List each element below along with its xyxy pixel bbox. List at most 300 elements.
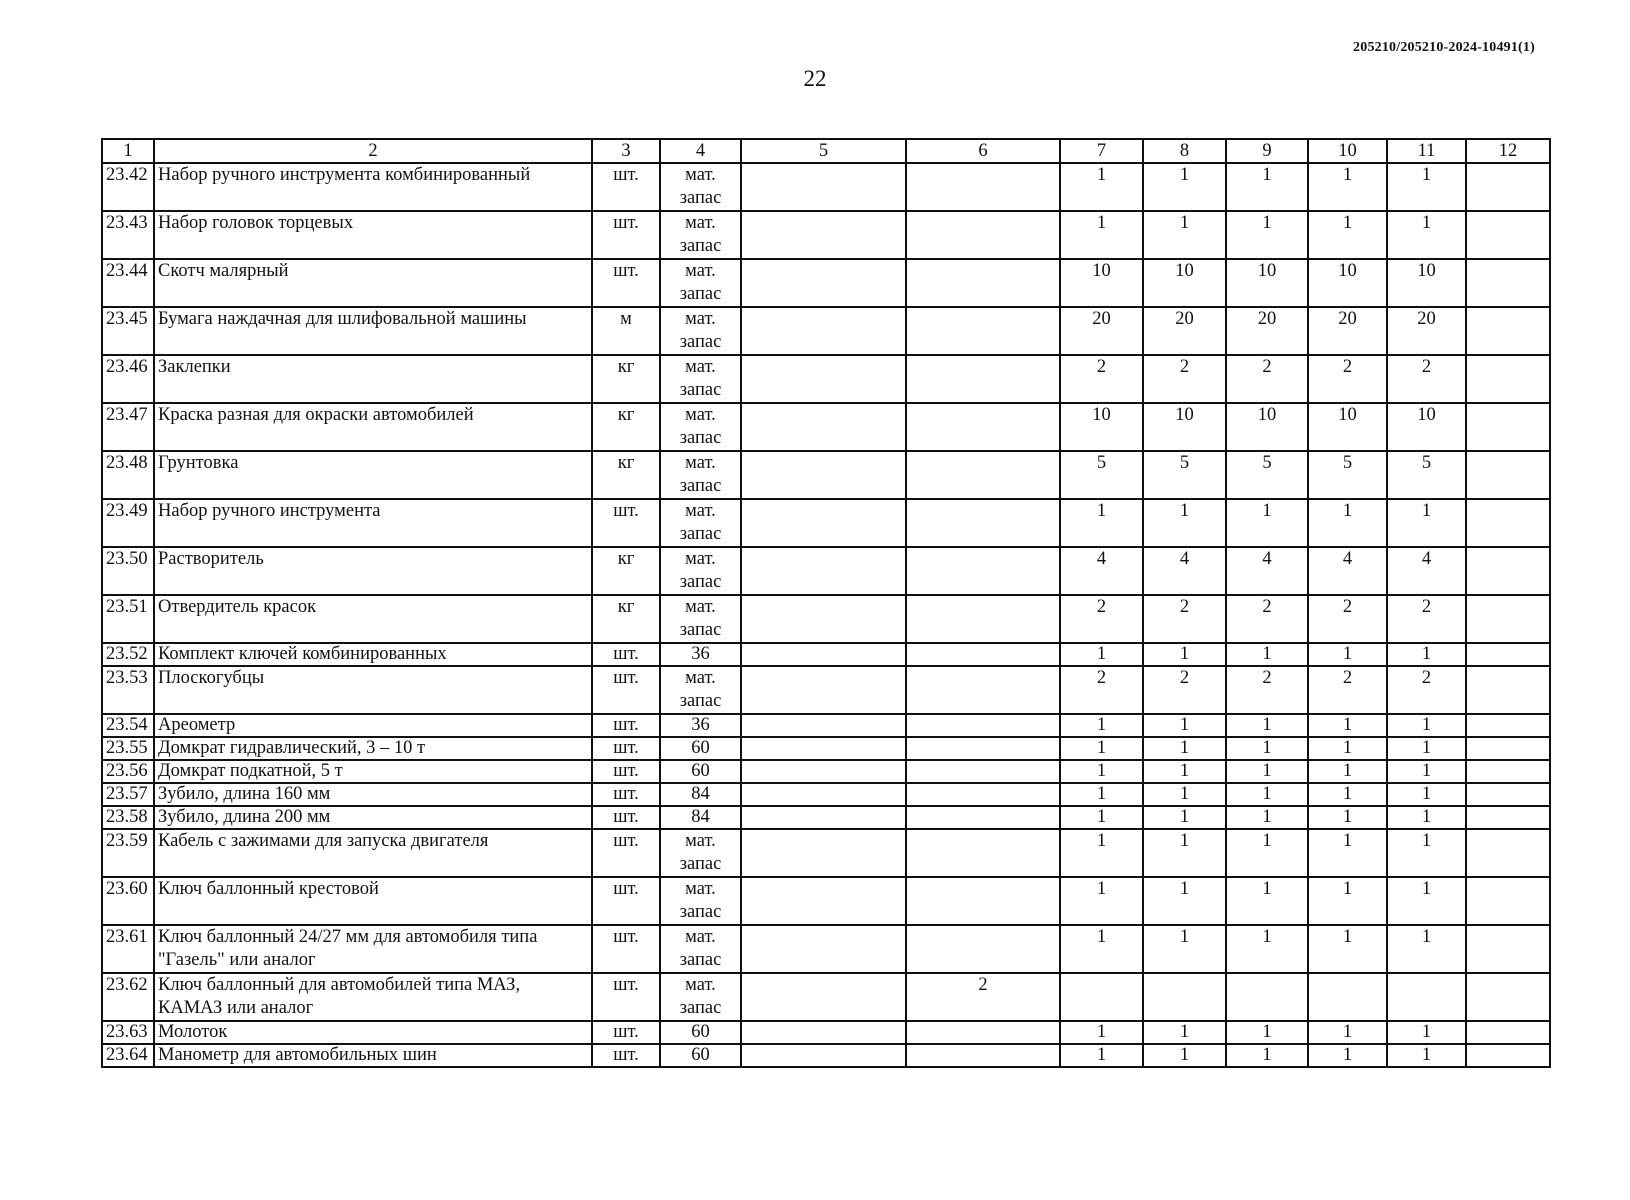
basis-cell: мат. запас xyxy=(660,666,741,714)
table-row xyxy=(102,259,1550,307)
unit-cell: шт. xyxy=(592,877,660,925)
qty-col10: 1 xyxy=(1308,163,1387,211)
col12-cell xyxy=(1466,403,1550,451)
qty-col11: 20 xyxy=(1387,307,1466,355)
unit-cell: шт. xyxy=(592,259,660,307)
row-number: 23.58 xyxy=(102,806,154,829)
qty-col10: 2 xyxy=(1308,666,1387,714)
row-number: 23.46 xyxy=(102,355,154,403)
col5-cell xyxy=(741,307,906,355)
unit-cell: шт. xyxy=(592,714,660,737)
qty-col8: 2 xyxy=(1143,666,1226,714)
header-cell: 8 xyxy=(1143,139,1226,163)
col6-cell xyxy=(906,211,1060,259)
item-name: Скотч малярный xyxy=(154,259,592,307)
basis-cell: 60 xyxy=(660,1044,741,1067)
col5-cell xyxy=(741,643,906,666)
qty-col7: 1 xyxy=(1060,925,1143,973)
row-number: 23.49 xyxy=(102,499,154,547)
qty-col7: 1 xyxy=(1060,1021,1143,1044)
qty-col7: 1 xyxy=(1060,829,1143,877)
qty-col7: 1 xyxy=(1060,499,1143,547)
basis-cell: мат. запас xyxy=(660,829,741,877)
header-cell: 6 xyxy=(906,139,1060,163)
basis-cell: мат. запас xyxy=(660,163,741,211)
unit-cell: шт. xyxy=(592,737,660,760)
col6-cell xyxy=(906,259,1060,307)
qty-col7: 10 xyxy=(1060,259,1143,307)
qty-col8: 10 xyxy=(1143,403,1226,451)
qty-col9: 5 xyxy=(1226,451,1308,499)
qty-col7: 2 xyxy=(1060,595,1143,643)
qty-col10: 1 xyxy=(1308,1044,1387,1067)
header-cell: 12 xyxy=(1466,139,1550,163)
qty-col7: 20 xyxy=(1060,307,1143,355)
col5-cell xyxy=(741,760,906,783)
table-row xyxy=(102,829,1550,877)
header-cell: 9 xyxy=(1226,139,1308,163)
unit-cell: шт. xyxy=(592,666,660,714)
col6-cell xyxy=(906,403,1060,451)
col12-cell xyxy=(1466,547,1550,595)
table-row xyxy=(102,403,1550,451)
basis-cell: 60 xyxy=(660,1021,741,1044)
qty-col11 xyxy=(1387,973,1466,1021)
qty-col9: 2 xyxy=(1226,595,1308,643)
col6-cell xyxy=(906,806,1060,829)
col12-cell xyxy=(1466,973,1550,1021)
unit-cell: шт. xyxy=(592,925,660,973)
unit-cell: м xyxy=(592,307,660,355)
qty-col9: 1 xyxy=(1226,211,1308,259)
qty-col10: 1 xyxy=(1308,925,1387,973)
col12-cell xyxy=(1466,259,1550,307)
col5-cell xyxy=(741,714,906,737)
basis-cell: 84 xyxy=(660,783,741,806)
item-name: Кабель с зажимами для запуска двигателя xyxy=(154,829,592,877)
col6-cell xyxy=(906,499,1060,547)
qty-col7 xyxy=(1060,973,1143,1021)
unit-cell: шт. xyxy=(592,783,660,806)
table-row xyxy=(102,595,1550,643)
col12-cell xyxy=(1466,595,1550,643)
row-number: 23.51 xyxy=(102,595,154,643)
col12-cell xyxy=(1466,877,1550,925)
qty-col9: 1 xyxy=(1226,760,1308,783)
col5-cell xyxy=(741,355,906,403)
col12-cell xyxy=(1466,211,1550,259)
qty-col9: 2 xyxy=(1226,355,1308,403)
col5-cell xyxy=(741,547,906,595)
basis-cell: мат. запас xyxy=(660,595,741,643)
row-number: 23.52 xyxy=(102,643,154,666)
table-row xyxy=(102,666,1550,714)
qty-col10: 10 xyxy=(1308,403,1387,451)
col6-cell xyxy=(906,666,1060,714)
qty-col8: 1 xyxy=(1143,737,1226,760)
col6-cell xyxy=(906,714,1060,737)
row-number: 23.54 xyxy=(102,714,154,737)
qty-col8: 2 xyxy=(1143,595,1226,643)
header-cell: 3 xyxy=(592,139,660,163)
col6-cell xyxy=(906,877,1060,925)
basis-cell: мат. запас xyxy=(660,307,741,355)
unit-cell: кг xyxy=(592,403,660,451)
item-name: Ключ баллонный для автомобилей типа МАЗ, КАМАЗ или аналог xyxy=(154,973,592,1021)
qty-col11: 2 xyxy=(1387,595,1466,643)
row-number: 23.53 xyxy=(102,666,154,714)
col6-cell xyxy=(906,1021,1060,1044)
row-number: 23.48 xyxy=(102,451,154,499)
qty-col10: 2 xyxy=(1308,595,1387,643)
col12-cell xyxy=(1466,760,1550,783)
table-row xyxy=(102,643,1550,666)
qty-col9: 20 xyxy=(1226,307,1308,355)
table-row xyxy=(102,1044,1550,1067)
unit-cell: шт. xyxy=(592,1021,660,1044)
qty-col7: 1 xyxy=(1060,211,1143,259)
col6-cell xyxy=(906,355,1060,403)
col5-cell xyxy=(741,877,906,925)
unit-cell: шт. xyxy=(592,973,660,1021)
row-number: 23.64 xyxy=(102,1044,154,1067)
qty-col8: 1 xyxy=(1143,643,1226,666)
row-number: 23.57 xyxy=(102,783,154,806)
item-name: Комплект ключей комбинированных xyxy=(154,643,592,666)
qty-col10: 4 xyxy=(1308,547,1387,595)
table-row xyxy=(102,547,1550,595)
item-name: Заклепки xyxy=(154,355,592,403)
qty-col11: 10 xyxy=(1387,259,1466,307)
qty-col10: 1 xyxy=(1308,829,1387,877)
qty-col11: 10 xyxy=(1387,403,1466,451)
header-cell: 4 xyxy=(660,139,741,163)
col6-cell xyxy=(906,1044,1060,1067)
qty-col7: 1 xyxy=(1060,783,1143,806)
table-row xyxy=(102,163,1550,211)
row-number: 23.45 xyxy=(102,307,154,355)
item-name: Зубило, длина 200 мм xyxy=(154,806,592,829)
col6-cell xyxy=(906,829,1060,877)
basis-cell: мат. запас xyxy=(660,355,741,403)
header-cell: 11 xyxy=(1387,139,1466,163)
qty-col10: 1 xyxy=(1308,1021,1387,1044)
item-name: Манометр для автомобильных шин xyxy=(154,1044,592,1067)
col6-cell xyxy=(906,737,1060,760)
col6-cell xyxy=(906,595,1060,643)
col6-cell xyxy=(906,451,1060,499)
item-name: Растворитель xyxy=(154,547,592,595)
qty-col9: 1 xyxy=(1226,877,1308,925)
qty-col10: 1 xyxy=(1308,643,1387,666)
table-row xyxy=(102,355,1550,403)
basis-cell: 36 xyxy=(660,643,741,666)
qty-col9: 10 xyxy=(1226,403,1308,451)
col6-cell xyxy=(906,547,1060,595)
qty-col11: 1 xyxy=(1387,211,1466,259)
qty-col7: 10 xyxy=(1060,403,1143,451)
col12-cell xyxy=(1466,355,1550,403)
col12-cell xyxy=(1466,666,1550,714)
unit-cell: шт. xyxy=(592,163,660,211)
col6-cell: 2 xyxy=(906,973,1060,1021)
unit-cell: кг xyxy=(592,547,660,595)
basis-cell: мат. запас xyxy=(660,259,741,307)
items-table xyxy=(101,138,1551,1068)
item-name: Ключ баллонный 24/27 мм для автомобиля типа "Газель" или аналог xyxy=(154,925,592,973)
qty-col11: 1 xyxy=(1387,737,1466,760)
qty-col11: 1 xyxy=(1387,1044,1466,1067)
qty-col11: 1 xyxy=(1387,925,1466,973)
unit-cell: шт. xyxy=(592,643,660,666)
qty-col11: 2 xyxy=(1387,666,1466,714)
table-row xyxy=(102,211,1550,259)
item-name: Зубило, длина 160 мм xyxy=(154,783,592,806)
col12-cell xyxy=(1466,806,1550,829)
unit-cell: кг xyxy=(592,355,660,403)
basis-cell: мат. запас xyxy=(660,547,741,595)
qty-col11: 1 xyxy=(1387,877,1466,925)
header-cell: 1 xyxy=(102,139,154,163)
qty-col11: 1 xyxy=(1387,1021,1466,1044)
basis-cell: мат. запас xyxy=(660,973,741,1021)
qty-col8: 1 xyxy=(1143,163,1226,211)
qty-col11: 1 xyxy=(1387,499,1466,547)
qty-col11: 4 xyxy=(1387,547,1466,595)
col5-cell xyxy=(741,211,906,259)
row-number: 23.60 xyxy=(102,877,154,925)
header-cell: 5 xyxy=(741,139,906,163)
table-row xyxy=(102,499,1550,547)
qty-col7: 1 xyxy=(1060,643,1143,666)
qty-col8 xyxy=(1143,973,1226,1021)
item-name: Бумага наждачная для шлифовальной машины xyxy=(154,307,592,355)
qty-col10: 1 xyxy=(1308,211,1387,259)
table-row xyxy=(102,451,1550,499)
qty-col9: 1 xyxy=(1226,643,1308,666)
qty-col11: 5 xyxy=(1387,451,1466,499)
table-row xyxy=(102,737,1550,760)
item-name: Набор ручного инструмента xyxy=(154,499,592,547)
qty-col7: 2 xyxy=(1060,666,1143,714)
col6-cell xyxy=(906,307,1060,355)
col12-cell xyxy=(1466,1021,1550,1044)
col12-cell xyxy=(1466,1044,1550,1067)
qty-col8: 1 xyxy=(1143,877,1226,925)
qty-col10: 2 xyxy=(1308,355,1387,403)
item-name: Плоскогубцы xyxy=(154,666,592,714)
qty-col8: 1 xyxy=(1143,829,1226,877)
table-row xyxy=(102,760,1550,783)
col12-cell xyxy=(1466,829,1550,877)
qty-col11: 1 xyxy=(1387,783,1466,806)
unit-cell: кг xyxy=(592,451,660,499)
col5-cell xyxy=(741,1021,906,1044)
qty-col8: 20 xyxy=(1143,307,1226,355)
col5-cell xyxy=(741,737,906,760)
row-number: 23.44 xyxy=(102,259,154,307)
item-name: Молоток xyxy=(154,1021,592,1044)
table-row xyxy=(102,877,1550,925)
qty-col11: 1 xyxy=(1387,643,1466,666)
row-number: 23.62 xyxy=(102,973,154,1021)
col12-cell xyxy=(1466,783,1550,806)
row-number: 23.61 xyxy=(102,925,154,973)
basis-cell: 36 xyxy=(660,714,741,737)
qty-col9: 1 xyxy=(1226,163,1308,211)
qty-col7: 5 xyxy=(1060,451,1143,499)
qty-col8: 1 xyxy=(1143,1044,1226,1067)
qty-col10: 20 xyxy=(1308,307,1387,355)
qty-col11: 1 xyxy=(1387,829,1466,877)
basis-cell: мат. запас xyxy=(660,451,741,499)
col5-cell xyxy=(741,499,906,547)
item-name: Грунтовка xyxy=(154,451,592,499)
qty-col7: 1 xyxy=(1060,163,1143,211)
qty-col8: 10 xyxy=(1143,259,1226,307)
qty-col7: 1 xyxy=(1060,714,1143,737)
qty-col10: 1 xyxy=(1308,737,1387,760)
qty-col7: 1 xyxy=(1060,806,1143,829)
qty-col8: 1 xyxy=(1143,925,1226,973)
table-row xyxy=(102,307,1550,355)
qty-col9: 1 xyxy=(1226,806,1308,829)
qty-col9: 1 xyxy=(1226,925,1308,973)
page-number: 22 xyxy=(803,66,827,91)
qty-col9: 1 xyxy=(1226,499,1308,547)
col5-cell xyxy=(741,829,906,877)
header-cell: 2 xyxy=(154,139,592,163)
qty-col11: 1 xyxy=(1387,806,1466,829)
basis-cell: 60 xyxy=(660,760,741,783)
item-name: Отвердитель красок xyxy=(154,595,592,643)
unit-cell: шт. xyxy=(592,829,660,877)
basis-cell: мат. запас xyxy=(660,925,741,973)
item-name: Ареометр xyxy=(154,714,592,737)
qty-col10: 1 xyxy=(1308,806,1387,829)
item-name: Домкрат гидравлический, 3 – 10 т xyxy=(154,737,592,760)
qty-col10: 1 xyxy=(1308,783,1387,806)
row-number: 23.47 xyxy=(102,403,154,451)
qty-col9: 1 xyxy=(1226,783,1308,806)
qty-col8: 2 xyxy=(1143,355,1226,403)
qty-col9: 4 xyxy=(1226,547,1308,595)
qty-col9: 1 xyxy=(1226,1044,1308,1067)
col12-cell xyxy=(1466,307,1550,355)
item-name: Ключ баллонный крестовой xyxy=(154,877,592,925)
qty-col10: 5 xyxy=(1308,451,1387,499)
qty-col10: 1 xyxy=(1308,714,1387,737)
table-row xyxy=(102,1021,1550,1044)
qty-col9: 1 xyxy=(1226,737,1308,760)
basis-cell: мат. запас xyxy=(660,211,741,259)
qty-col8: 1 xyxy=(1143,1021,1226,1044)
row-number: 23.50 xyxy=(102,547,154,595)
col5-cell xyxy=(741,806,906,829)
qty-col8: 1 xyxy=(1143,760,1226,783)
qty-col7: 1 xyxy=(1060,877,1143,925)
qty-col7: 4 xyxy=(1060,547,1143,595)
qty-col11: 1 xyxy=(1387,163,1466,211)
item-name: Набор головок торцевых xyxy=(154,211,592,259)
unit-cell: шт. xyxy=(592,1044,660,1067)
document-id: 205210/205210-2024-10491(1) xyxy=(1353,40,1535,55)
qty-col8: 4 xyxy=(1143,547,1226,595)
item-name: Краска разная для окраски автомобилей xyxy=(154,403,592,451)
table-row xyxy=(102,714,1550,737)
row-number: 23.63 xyxy=(102,1021,154,1044)
table-row xyxy=(102,925,1550,973)
header-cell: 10 xyxy=(1308,139,1387,163)
unit-cell: шт. xyxy=(592,211,660,259)
col5-cell xyxy=(741,163,906,211)
qty-col7: 2 xyxy=(1060,355,1143,403)
qty-col9: 10 xyxy=(1226,259,1308,307)
col5-cell xyxy=(741,783,906,806)
col12-cell xyxy=(1466,163,1550,211)
row-number: 23.43 xyxy=(102,211,154,259)
col5-cell xyxy=(741,1044,906,1067)
qty-col8: 1 xyxy=(1143,211,1226,259)
qty-col8: 1 xyxy=(1143,783,1226,806)
basis-cell: мат. запас xyxy=(660,403,741,451)
qty-col11: 1 xyxy=(1387,760,1466,783)
col6-cell xyxy=(906,783,1060,806)
col6-cell xyxy=(906,163,1060,211)
col6-cell xyxy=(906,925,1060,973)
qty-col9: 1 xyxy=(1226,714,1308,737)
col6-cell xyxy=(906,760,1060,783)
col5-cell xyxy=(741,925,906,973)
qty-col9: 2 xyxy=(1226,666,1308,714)
qty-col7: 1 xyxy=(1060,737,1143,760)
qty-col9: 1 xyxy=(1226,1021,1308,1044)
qty-col7: 1 xyxy=(1060,1044,1143,1067)
header-cell: 7 xyxy=(1060,139,1143,163)
qty-col11: 1 xyxy=(1387,714,1466,737)
qty-col10: 1 xyxy=(1308,760,1387,783)
row-number: 23.55 xyxy=(102,737,154,760)
row-number: 23.42 xyxy=(102,163,154,211)
col6-cell xyxy=(906,643,1060,666)
unit-cell: шт. xyxy=(592,760,660,783)
col12-cell xyxy=(1466,737,1550,760)
table-row xyxy=(102,783,1550,806)
header-row xyxy=(102,139,1550,163)
col5-cell xyxy=(741,403,906,451)
basis-cell: мат. запас xyxy=(660,877,741,925)
qty-col7: 1 xyxy=(1060,760,1143,783)
col12-cell xyxy=(1466,643,1550,666)
row-number: 23.56 xyxy=(102,760,154,783)
qty-col10 xyxy=(1308,973,1387,1021)
qty-col9: 1 xyxy=(1226,829,1308,877)
item-name: Набор ручного инструмента комбинированный xyxy=(154,163,592,211)
col12-cell xyxy=(1466,714,1550,737)
col12-cell xyxy=(1466,451,1550,499)
qty-col10: 10 xyxy=(1308,259,1387,307)
qty-col9 xyxy=(1226,973,1308,1021)
table-row xyxy=(102,806,1550,829)
qty-col8: 1 xyxy=(1143,806,1226,829)
unit-cell: шт. xyxy=(592,806,660,829)
qty-col11: 2 xyxy=(1387,355,1466,403)
item-name: Домкрат подкатной, 5 т xyxy=(154,760,592,783)
qty-col8: 1 xyxy=(1143,499,1226,547)
qty-col10: 1 xyxy=(1308,877,1387,925)
unit-cell: кг xyxy=(592,595,660,643)
col5-cell xyxy=(741,973,906,1021)
